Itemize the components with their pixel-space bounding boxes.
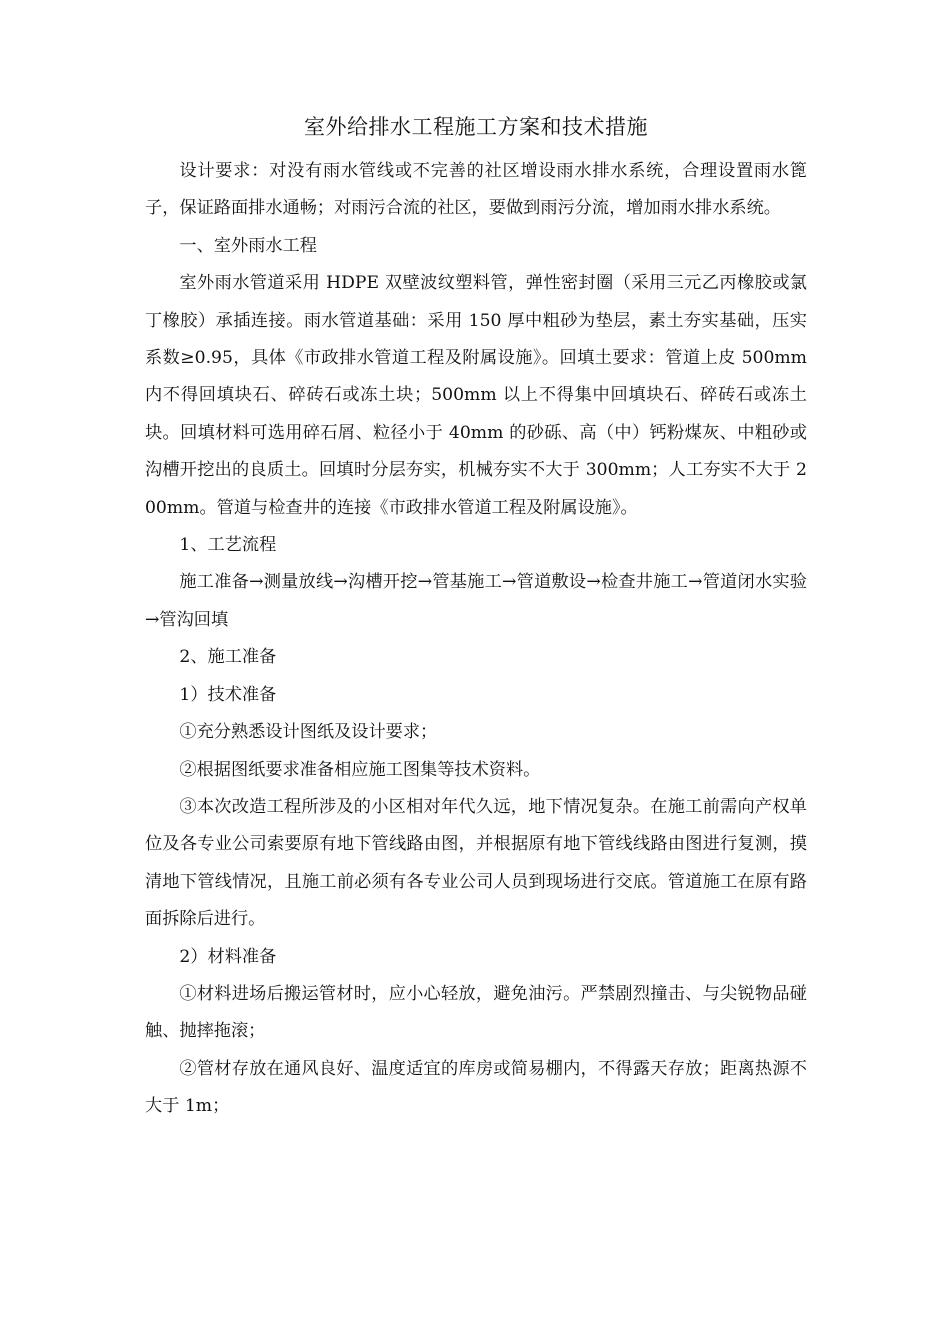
subsection-heading-process-flow: 1、工艺流程 bbox=[179, 535, 277, 556]
list-item-technical-3: ③本次改造工程所涉及的小区相对年代久远，地下情况复杂。在施工前需向产权单位及各专业公司索要原有地下管线路由图，并根据原有地下管线线路由图进行复测，摸清地下管线情况，且施工前必须有各专业公司人员到现场进行交底。管道施工在原有路面拆除后进行。 bbox=[145, 796, 807, 930]
document-title: 室外给排水工程施工方案和技术措施 bbox=[304, 115, 648, 139]
subsection-heading-construction-prep: 2、施工准备 bbox=[179, 647, 277, 668]
list-item-technical-1: ①充分熟悉设计图纸及设计要求； bbox=[179, 722, 438, 743]
paragraph-process-flow: 施工准备→测量放线→沟槽开挖→管基施工→管道敷设→检查井施工→管道闭水实验→管沟回填 bbox=[145, 572, 807, 630]
paragraph-design-requirements: 设计要求：对没有雨水管线或不完善的社区增设雨水排水系统，合理设置雨水篦子，保证路面排水通畅；对雨污合流的社区，要做到雨污分流，增加雨水排水系统。 bbox=[145, 161, 807, 219]
list-item-material-2: ②管材存放在通风良好、温度适宜的库房或简易棚内，不得露天存放；距离热源不大于 1m； bbox=[145, 1058, 807, 1117]
list-item-technical-2: ②根据图纸要求准备相应施工图集等技术资料。 bbox=[179, 759, 541, 780]
subsection-heading-technical-prep: 1）技术准备 bbox=[179, 684, 277, 705]
document-body bbox=[145, 108, 807, 1126]
paragraph-rainwater-pipe-spec: 室外雨水管道采用 HDPE 双壁波纹塑料管，弹性密封圈（采用三元乙丙橡胶或氯丁橡胶）承插连接。雨水管道基础：采用 150 厚中粗砂为垫层，素土夯实基础，压实系数≥0.95，具体《市政排水管道工程及附属设施》。回填土要求：管道上皮 500mm 内不得回填块石、碎砖石或冻土块；500mm 以上不得集中回填块石、碎砖石或冻土块。回填材料可选用碎石屑、粒径小于 40mm 的砂砾、高（中）钙粉煤灰、中粗砂或沟槽开挖出的良质土。回填时分层夯实，机械夯实不大于 300mm；人工夯实不大于 200mm。管道与检查井的连接《市政排水管道工程及附属设施》。 bbox=[145, 273, 807, 518]
list-item-material-1: ①材料进场后搬运管材时，应小心轻放，避免油污。严禁剧烈撞击、与尖锐物品碰触、抛摔拖滚； bbox=[145, 983, 807, 1042]
subsection-heading-material-prep: 2）材料准备 bbox=[179, 946, 277, 967]
section-heading-outdoor-rainwater: 一、室外雨水工程 bbox=[179, 235, 317, 256]
